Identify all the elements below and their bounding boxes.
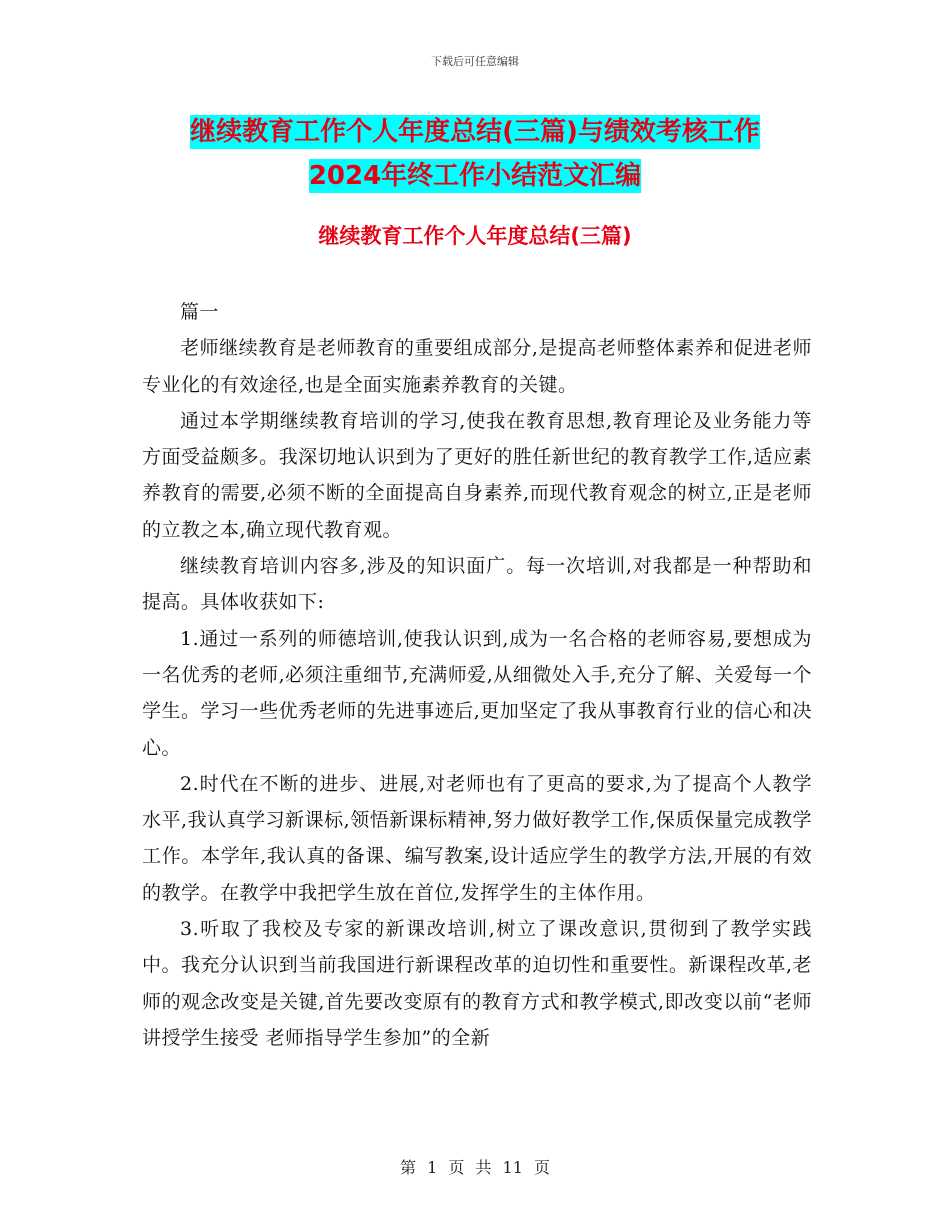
document-title — [0, 110, 950, 198]
section-title: 继续教育工作个人年度总结(三篇) — [318, 224, 632, 248]
header-note: 下载后可任意编辑 — [431, 55, 519, 68]
paragraph: 3.听取了我校及专家的新课改培训,树立了课改意识,贯彻到了教学实践中。我充分认识到当前我国进行新课程改革的迫切性和重要性。新课程改革,老师的观念改变是关键,首先要改变原有的教育方式和教学模式,即改变以前“老师讲授学生接受 老师指导学生参加”的全新 — [142, 918, 812, 1049]
page-number-footer: 第 1 页 共 11 页 — [400, 1158, 550, 1177]
document-title-line-2: 2024年终工作小结范文汇编 — [308, 161, 642, 191]
paragraph: 继续教育培训内容多,涉及的知识面广。每一次培训,对我都是一种帮助和提高。具体收获如下: — [142, 555, 812, 614]
document-body — [142, 294, 812, 1056]
paragraph: 通过本学期继续教育培训的学习,使我在教育思想,教育理论及业务能力等方面受益颇多。我深切地认识到为了更好的胜任新世纪的教育教学工作,适应素养教育的需要,必须不断的全面提高自身素养,而现代教育观念的树立,正是老师的立教之本,确立现代教育观。 — [142, 409, 812, 541]
paragraph: 2.时代在不断的进步、进展,对老师也有了更高的要求,为了提高个人教学水平,我认真学习新课标,领悟新课标精神,努力做好教学工作,保质保量完成教学工作。本学年,我认真的备课、编写教案,设计适应学生的教学方法,开展的有效的教学。在教学中我把学生放在首位,发挥学生的主体作用。 — [142, 772, 812, 904]
paragraph: 1.通过一系列的师德培训,使我认识到,成为一名合格的老师容易,要想成为一名优秀的老师,必须注重细节,充满师爱,从细微处入手,充分了解、关爱每一个学生。学习一些优秀老师的先进事迹后,更加坚定了我从事教育行业的信心和决心。 — [142, 627, 812, 759]
document-title-line-1: 继续教育工作个人年度总结(三篇)与绩效考核工作 — [190, 117, 760, 147]
paragraph: 老师继续教育是老师教育的重要组成部分,是提高老师整体素养和促进老师专业化的有效途径,也是全面实施素养教育的关键。 — [142, 337, 812, 396]
paragraph-heading: 篇一 — [180, 301, 220, 323]
